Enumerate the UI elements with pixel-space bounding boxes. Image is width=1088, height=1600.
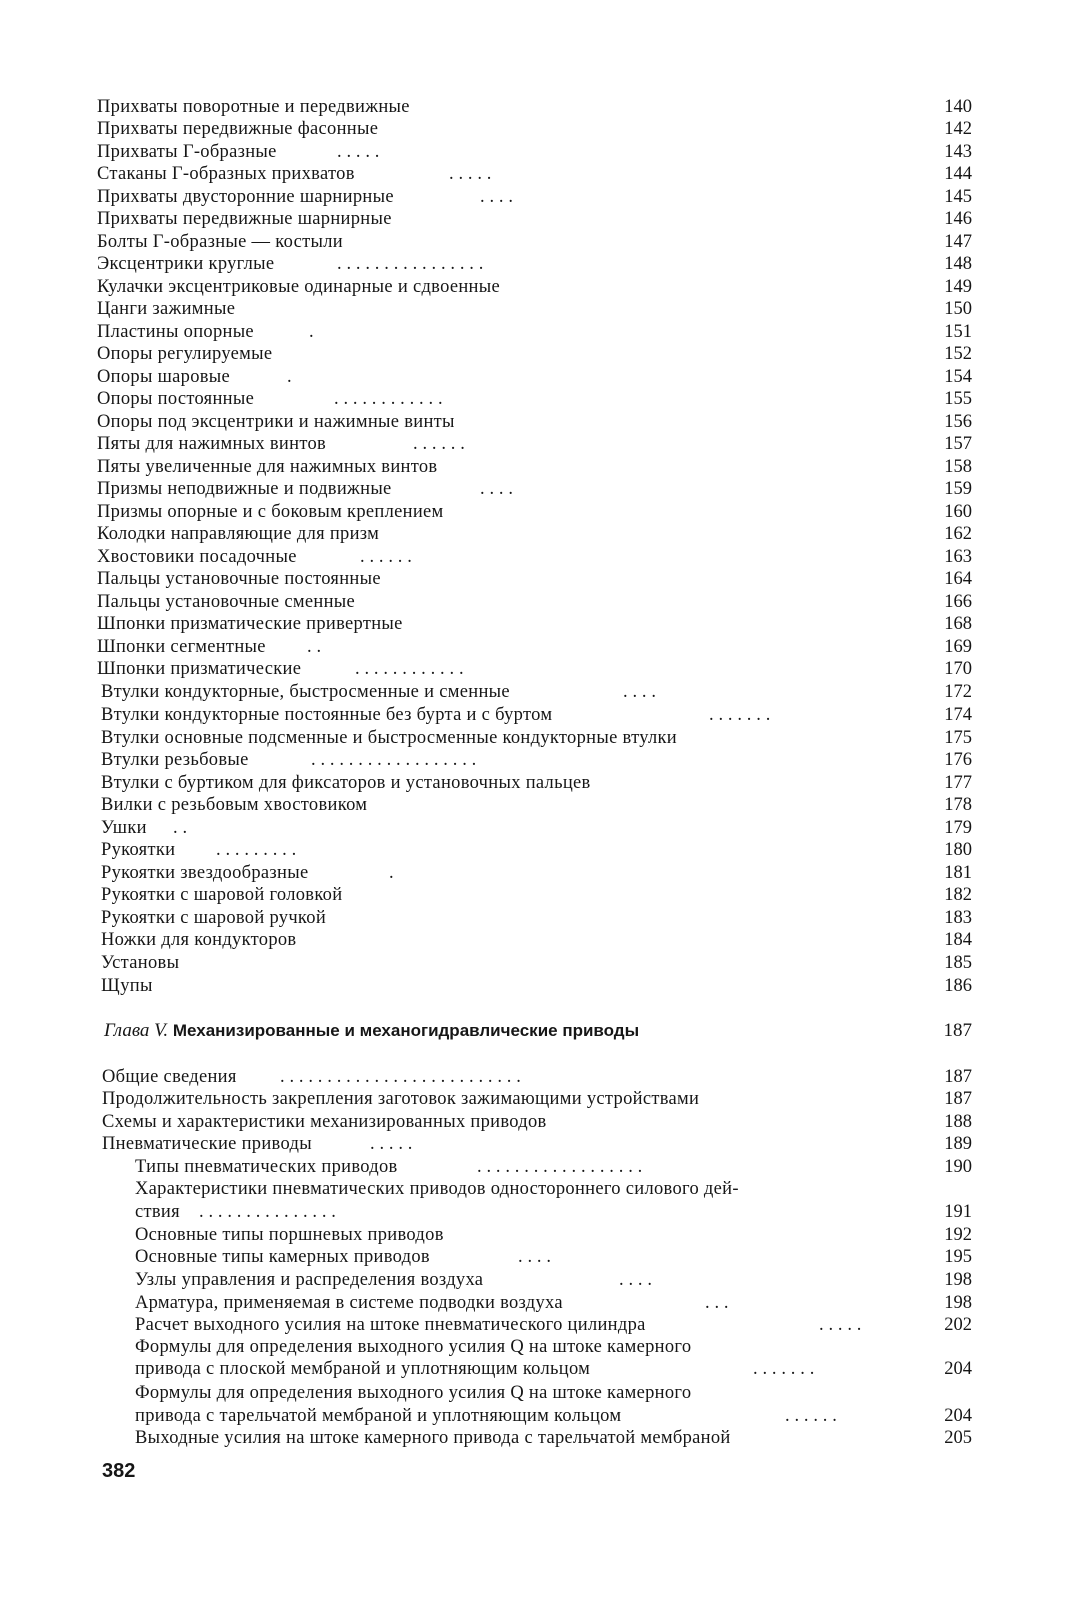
toc-entry [101,704,972,726]
toc-entry-title: Цанги зажимные [97,299,236,319]
toc-entry-page: 147 [944,232,972,252]
toc-entry [97,186,972,208]
toc-entry-title: Эксцентрики круглые [97,254,275,274]
toc-entry [97,568,972,590]
toc-entry-title: Рукоятки с шаровой ручкой [101,908,327,928]
toc-entry [101,727,972,749]
toc-entry [97,276,972,298]
toc-entry-title: Шпонки призматические [97,659,302,679]
toc-entry-dish-line1: Формулы для определения выходного усилия Q на штоке камерного [135,1383,692,1403]
toc-entry [97,433,972,455]
toc-entry-title: Прихваты передвижные шарнирные [97,209,392,229]
toc-entry-title: Пальцы установочные постоянные [97,569,381,589]
toc-entry [97,478,972,500]
toc-entry-dish-line2: привода с тарельчатой мембраной и уплотняющим кольцом . . . . . . 204 [135,1406,972,1426]
toc-entry-title: Прихваты передвижные фасонные [97,119,379,139]
toc-entry-single-action-line2: ствия . . . . . . . . . . . . . . . 191 [135,1202,972,1222]
toc-entry [101,749,972,771]
toc-entry-leader: . [389,863,394,883]
toc-entry-page: 159 [944,479,972,499]
toc-entry-title: Рукоятки [101,840,176,860]
toc-entry-page: 150 [944,299,972,319]
toc-entry-leader: . . . . . . . . . . . . [334,389,443,409]
toc-entry-page: 168 [944,614,972,634]
toc-entry-page: 175 [944,728,972,748]
toc-entry-title: Вилки с резьбовым хвостовиком [101,795,368,815]
toc-entry-title: Пяты для нажимных винтов [97,434,327,454]
toc-entry-title: Хвостовики посадочные [97,547,297,567]
toc-entry-page: 174 [944,705,972,725]
toc-entry-leader: . . . . . . [413,434,465,454]
toc-entry [97,141,972,163]
toc-entry [97,411,972,433]
toc-entry-title: Втулки кондукторные, быстросменные и сменные [101,682,510,702]
toc-entry-page: 158 [944,457,972,477]
toc-entry-title: Призмы неподвижные и подвижные [97,479,392,499]
toc-entry-title: Стаканы Г-образных прихватов [97,164,355,184]
toc-entry-title: Втулки кондукторные постоянные без бурта и с буртом [101,705,553,725]
toc-entry-title: Прихваты поворотные и передвижные [97,97,410,117]
toc-entry-title: Установы [101,953,180,973]
toc-entry [97,658,972,680]
toc-entry [101,884,972,906]
toc-entry-output-forces: Выходные усилия на штоке камерного привода с тарельчатой мембраной 205 [135,1428,972,1448]
toc-entry-title: Болты Г-образные — костыли [97,232,343,252]
toc-entry-page: 148 [944,254,972,274]
toc-entry-page: 182 [944,885,972,905]
toc-entry-page: 146 [944,209,972,229]
toc-entry-page: 176 [944,750,972,770]
toc-entry-leader: . . . . [623,682,657,702]
toc-entry-page: 177 [944,773,972,793]
chapter-label: Глава V. [104,1020,169,1041]
toc-entry [97,343,972,365]
toc-entry-leader: . . . . . . [360,547,412,567]
toc-entry-leader: . . . . . [337,142,380,162]
toc-entry-schemes: Схемы и характеристики механизированных приводов 188 [102,1112,972,1132]
toc-entry-page: 140 [944,97,972,117]
toc-entry-page: 184 [944,930,972,950]
toc-entry-title: Пяты увеличенные для нажимных винтов [97,457,438,477]
toc-entry [97,366,972,388]
toc-entry-page: 178 [944,795,972,815]
toc-entry-page: 154 [944,367,972,387]
toc-entry [101,862,972,884]
toc-entry [97,501,972,523]
toc-entry-title: Призмы опорные и с боковым креплением [97,502,444,522]
toc-entry-leader: . [287,367,292,387]
toc-entry-title: Опоры под эксцентрики и нажимные винты [97,412,455,432]
toc-entry [97,636,972,658]
toc-entry-leader: . [309,322,314,342]
toc-entry-title: Ушки [101,818,147,838]
toc-entry-leader: . . . . . . . [709,705,771,725]
toc-entry-title: Шпонки призматические привертные [97,614,403,634]
toc-entry-title: Рукоятки с шаровой головкой [101,885,343,905]
toc-entry-title: Втулки резьбовые [101,750,249,770]
toc-entry-leader: . . . . . . . . . . . . . . . . . . [311,750,477,770]
toc-entry-title: Кулачки эксцентриковые одинарные и сдвоенные [97,277,501,297]
toc-entry-page: 152 [944,344,972,364]
toc-entry-calc: Расчет выходного усилия на штоке пневматического цилиндра . . . . . 202 [135,1315,972,1335]
toc-entry [101,817,972,839]
chapter-heading [104,1018,972,1044]
toc-entry [97,208,972,230]
toc-entry [101,772,972,794]
chapter-title: Механизированные и механогидравлические приводы [172,1021,640,1040]
page-number: 382 [102,1460,136,1482]
toc-entry-fittings: Арматура, применяемая в системе подводки воздуха . . . 198 [135,1293,972,1313]
toc-entry-pneumatic-types: Типы пневматических приводов . . . . . . . . . . . . . . . . . . 190 [135,1157,972,1177]
toc-entry-general: Общие сведения . . . . . . . . . . . . . . . . . . . . . . . . . . 187 [102,1067,972,1087]
toc-entry [97,253,972,275]
toc-entry-page: 149 [944,277,972,297]
toc-entry-title: Колодки направляющие для призм [97,524,380,544]
toc-entry-page: 179 [944,818,972,838]
toc-entry-title: Пластины опорные [97,322,254,342]
toc-entry-single-action-line1: Характеристики пневматических приводов одностороннего силового дей- [135,1179,739,1199]
toc-entry-page: 145 [944,187,972,207]
toc-entry-leader: . . . . . . . . . [216,840,297,860]
toc-entry-title: Прихваты Г-образные [97,142,277,162]
toc-entry-leader: . . . . . . . . . . . . [355,659,464,679]
toc-entry-piston: Основные типы поршневых приводов 192 [135,1225,972,1245]
toc-entry-page: 163 [944,547,972,567]
toc-entry-duration: Продолжительность закрепления заготовок зажимающими устройствами 187 [102,1089,972,1109]
toc-entry [97,546,972,568]
toc-entry-page: 162 [944,524,972,544]
toc-entry-title: Прихваты двусторонние шарнирные [97,187,394,207]
toc-entry [97,321,972,343]
toc-entry [97,298,972,320]
toc-entry-title: Опоры регулируемые [97,344,273,364]
toc-entry-page: 143 [944,142,972,162]
toc-entry-page: 160 [944,502,972,522]
toc-entry-pneumatic: Пневматические приводы . . . . . 189 [102,1134,972,1154]
toc-entry-page: 155 [944,389,972,409]
toc-entry [97,613,972,635]
toc-entry [101,929,972,951]
toc-entry-title: Шпонки сегментные [97,637,266,657]
toc-entry [97,456,972,478]
toc-entry [97,96,972,118]
toc-entry-page: 142 [944,119,972,139]
toc-entry-page: 180 [944,840,972,860]
toc-entry-title: Щупы [101,976,153,996]
toc-entry-leader: . . . . [480,479,514,499]
toc-entry-title: Опоры шаровые [97,367,231,387]
toc-entry [97,388,972,410]
toc-entry [101,839,972,861]
toc-entry-leader: . . [173,818,188,838]
toc-entry-leader: . . . . [480,187,514,207]
toc-entry [101,975,972,997]
toc-entry-title: Опоры постоянные [97,389,255,409]
toc-entry-title: Втулки основные подсменные и быстросменные кондукторные втулки [101,728,677,748]
toc-entry-title: Пальцы установочные сменные [97,592,356,612]
toc-entry-flat-line1: Формулы для определения выходного усилия Q на штоке камерного [135,1337,692,1357]
toc-entry [101,794,972,816]
toc-entry-leader: . . . . . [449,164,492,184]
toc-entry [97,591,972,613]
toc-entry-page: 183 [944,908,972,928]
toc-entry-title: Втулки с буртиком для фиксаторов и установочных пальцев [101,773,591,793]
toc-entry-chamber: Основные типы камерных приводов . . . . 195 [135,1247,972,1267]
toc-entry [97,231,972,253]
toc-entry [97,118,972,140]
toc-entry-page: 185 [944,953,972,973]
toc-entry-page: 164 [944,569,972,589]
toc-entry-leader: . . [307,637,322,657]
toc-entry-title: Рукоятки звездообразные [101,863,309,883]
toc-entry-flat-line2: привода с плоской мембраной и уплотняющим кольцом . . . . . . . 204 [135,1359,972,1379]
toc-entry-control: Узлы управления и распределения воздуха . . . . 198 [135,1270,972,1290]
toc-entry [101,907,972,929]
toc-entry-leader: . . . . . . . . . . . . . . . . [337,254,484,274]
toc-entry-page: 166 [944,592,972,612]
chapter-page: 187 [943,1020,972,1041]
toc-entry-page: 169 [944,637,972,657]
toc-entry-page: 144 [944,164,972,184]
toc-entry-title: Ножки для кондукторов [101,930,297,950]
toc-entry-page: 172 [944,682,972,702]
toc-entry-page: 156 [944,412,972,432]
toc-entry-page: 170 [944,659,972,679]
toc-entry-page: 157 [944,434,972,454]
toc-entry [101,681,972,703]
toc-entry-page: 151 [944,322,972,342]
toc-entry [97,163,972,185]
toc-entry [97,523,972,545]
toc-entry-page: 186 [944,976,972,996]
toc-entry [101,952,972,974]
toc-entry-page: 181 [944,863,972,883]
